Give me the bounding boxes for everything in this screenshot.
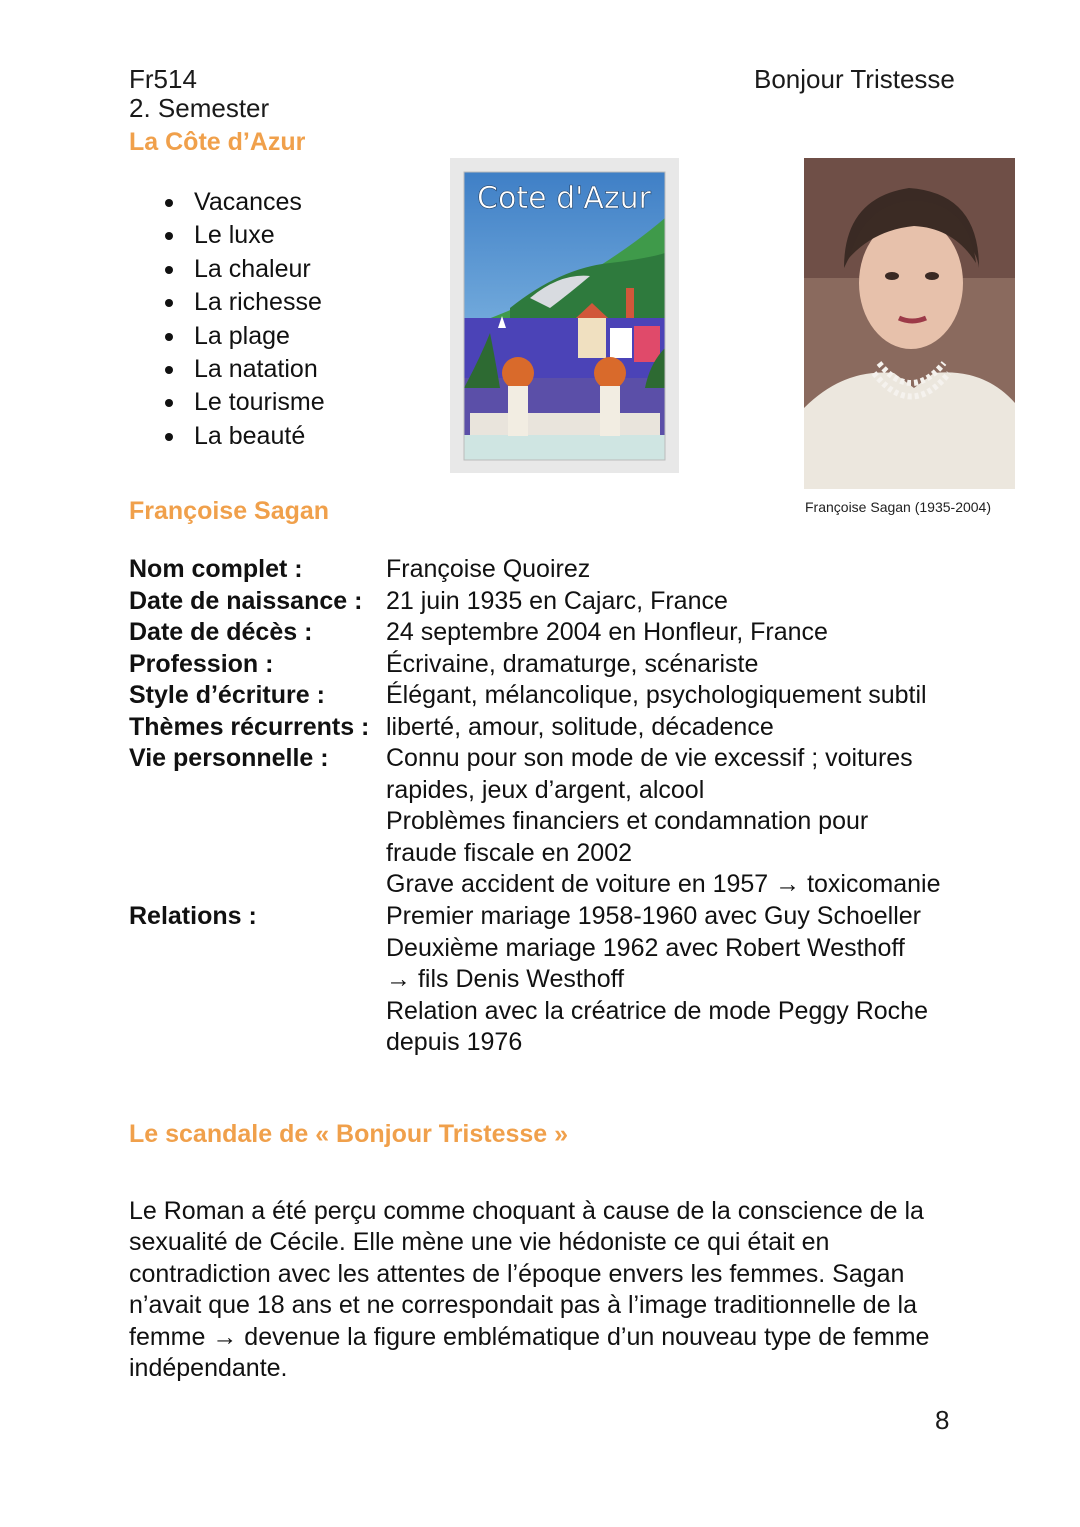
bio-line: rapides, jeux d’argent, alcool bbox=[386, 775, 705, 804]
paragraph-line: contradiction avec les attentes de l’époque envers les femmes. Sagan bbox=[129, 1259, 905, 1288]
paragraph-line: n’avait que 18 ans et ne correspondait pas à l’image traditionnelle de la bbox=[129, 1291, 918, 1320]
list-item: Vacances bbox=[160, 186, 325, 219]
bio-line: 24 septembre 2004 en Honfleur, France bbox=[386, 618, 828, 646]
bio-line: Premier mariage 1958-1960 avec Guy Schoeller bbox=[386, 902, 921, 930]
bio-value bbox=[386, 617, 828, 649]
sagan-heading: Françoise Sagan bbox=[129, 497, 330, 525]
bio-value bbox=[386, 712, 774, 744]
bio-line: fraude fiscale en 2002 bbox=[386, 838, 633, 867]
bio-line: 21 juin 1935 en Cajarc, France bbox=[386, 587, 728, 615]
bio-line: liberté, amour, solitude, décadence bbox=[386, 713, 774, 741]
bio-line: Deuxième mariage 1962 avec Robert Westhoff bbox=[386, 933, 905, 962]
bio-line: Grave accident de voiture en 1957 → toxicomanie bbox=[386, 870, 941, 899]
scandal-paragraph bbox=[129, 1196, 959, 1384]
course-code: Fr514 bbox=[129, 64, 197, 94]
bio-line: → fils Denis Westhoff bbox=[386, 965, 625, 994]
page-number: 8 bbox=[935, 1405, 950, 1435]
list-item: Le luxe bbox=[160, 219, 325, 252]
scandal-heading: Le scandale de « Bonjour Tristesse » bbox=[129, 1120, 569, 1148]
bio-value bbox=[386, 680, 927, 712]
bio-line: Écrivaine, dramaturge, scénariste bbox=[386, 650, 759, 678]
poster-illustration bbox=[450, 158, 679, 473]
list-item: La richesse bbox=[160, 286, 325, 319]
paragraph-line: sexualité de Cécile. Elle mène une vie hédoniste ce qui était en bbox=[129, 1228, 830, 1257]
list-item: La beauté bbox=[160, 420, 325, 453]
bio-label: Style d’écriture : bbox=[129, 681, 325, 709]
paragraph-line: femme → devenue la figure emblématique d’un nouveau type de femme bbox=[129, 1322, 930, 1351]
sagan-portrait-photo bbox=[804, 158, 1015, 489]
bio-label: Nom complet : bbox=[129, 555, 303, 583]
bio-label: Thèmes récurrents : bbox=[129, 713, 370, 741]
list-item: La natation bbox=[160, 353, 325, 386]
list-item: La chaleur bbox=[160, 253, 325, 286]
paragraph-line: indépendante. bbox=[129, 1354, 288, 1383]
bio-line: Élégant, mélancolique, psychologiquement subtil bbox=[386, 681, 927, 709]
bio-value bbox=[386, 649, 758, 681]
cote-azur-bullet-list bbox=[160, 186, 325, 453]
bio-label: Vie personnelle : bbox=[129, 744, 329, 772]
cote-azur-poster bbox=[450, 158, 679, 473]
list-item: Le tourisme bbox=[160, 386, 325, 419]
bio-value bbox=[386, 586, 728, 618]
bio-label: Relations : bbox=[129, 902, 257, 930]
semester: 2. Semester bbox=[129, 93, 270, 123]
bio-value bbox=[386, 743, 940, 901]
paragraph-line: Le Roman a été perçu comme choquant à cause de la conscience de la bbox=[129, 1197, 924, 1225]
portrait-illustration bbox=[804, 158, 1015, 489]
cote-azur-heading: La Côte d’Azur bbox=[129, 128, 306, 156]
bio-value bbox=[386, 554, 590, 586]
bio-value bbox=[386, 901, 928, 1059]
document-title: Bonjour Tristesse bbox=[754, 64, 955, 94]
bio-line: depuis 1976 bbox=[386, 1028, 523, 1057]
list-item: La plage bbox=[160, 320, 325, 353]
bio-label: Date de naissance : bbox=[129, 587, 363, 615]
bio-line: Problèmes financiers et condamnation pour bbox=[386, 807, 869, 836]
bio-label: Date de décès : bbox=[129, 618, 313, 646]
bio-label: Profession : bbox=[129, 650, 274, 678]
poster-title: Cote d'Azur bbox=[477, 181, 651, 216]
bio-line: Relation avec la créatrice de mode Peggy Roche bbox=[386, 996, 928, 1025]
bio-line: Connu pour son mode de vie excessif ; voitures bbox=[386, 744, 913, 772]
bio-line: Françoise Quoirez bbox=[386, 555, 591, 583]
photo-caption: Françoise Sagan (1935-2004) bbox=[805, 499, 992, 515]
